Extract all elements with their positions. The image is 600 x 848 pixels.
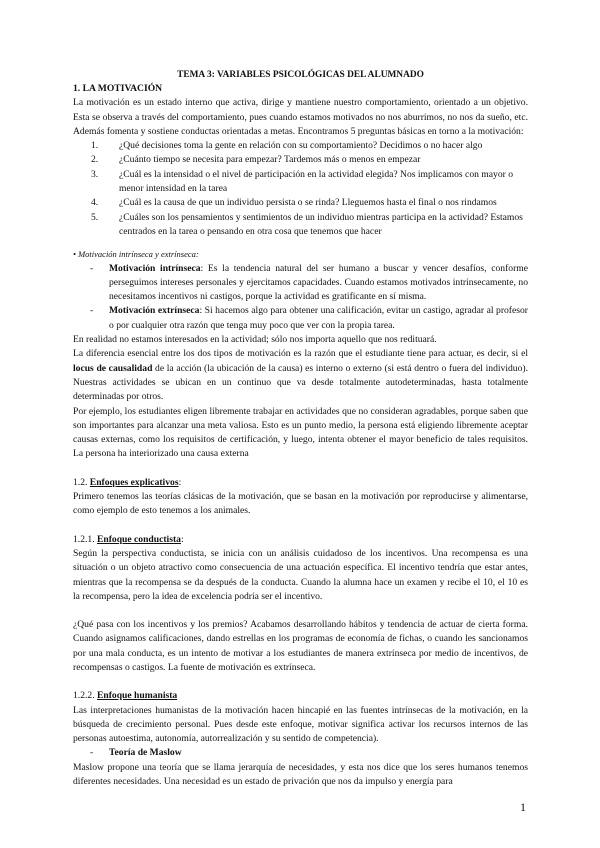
list-item-text: ¿Cuál es la causa de que un individuo persista o se rinda? Lleguemos hasta el final o nos rindamos [119,197,497,209]
enfoques-paragraph: Primero tenemos las teorías clásicas de la motivación, que se basan en la motivación por reproducirse y alimentarse, como ejemplo de esto tenemos a los animales. [73,491,528,517]
heading-enfoque-conductista: 1.2.1. Enfoque conductista: [73,533,184,545]
list-item [73,168,528,197]
list-item [73,196,528,210]
intrinsic-item: - Motivación intrínseca: Es la tendencia natural del ser humano a buscar y vencer desafíos, conforme perseguimos intereses personales y ejercitamos capacidades. Cuando estamos motivados intrínsecamente, no necesitamos incentivos ni castigos, porque la actividad es gratificante en sí misma. [90,262,528,303]
document-title: TEMA 3: VARIABLES PSICOLÓGICAS DEL ALUMNADO [177,70,424,80]
maslow-item: - Teoría de Maslow [90,747,182,759]
list-item-text: ¿Cuáles son los pensamientos y sentimientos de un individuo mientras participa en la actividad? Estamos centrados en la tarea o pensando en otra cosa que tenemos que hacer [119,211,523,237]
document-page [73,68,528,789]
difference-paragraph: La diferencia esencial entre los dos tipos de motivación es la razón que el estudiante tiene para actuar, es decir, si el locus de causalidad de la acción (la ubicación de la causa) es interno o externo (si está dentro o fuera del individuo). Nuestras actividades se ubican en un continuo que va desde totalmente autodeterminadas, hasta totalmente determinadas por otros. [73,348,528,403]
extrinsic-item: - Motivación extrínseca: Si hacemos algo para obtener una calificación, evitar un castigo, agradar al profesor o por cualquier otra razón que tenga muy poco que ver con la propia tarea. [90,305,528,331]
section-heading-motivacion: 1. LA MOTIVACIÓN [73,83,163,94]
list-item-text: ¿Qué decisiones toma la gente en relación con su comportamiento? Decidimos o no hacer algo [119,140,483,152]
intrinsic-text: : Es la tendencia natural del ser humano a buscar y vencer desafíos, conforme perseguimos intereses personales y ejercitamos capacidades. Cuando estamos motivados intrínsecamente, no necesitamos incentivos ni castigos, porque la actividad es gratificante en sí misma. [109,262,528,303]
questions-list [73,139,528,239]
list-item [73,211,528,240]
list-item [73,139,528,153]
list-number: 5. [91,211,99,223]
heading-enfoque-humanista: 1.2.2. Enfoque humanista [73,690,178,702]
list-number: 3. [91,168,99,180]
maslow-paragraph: Maslow propone una teoría que se llama jerarquía de necesidades, y esta nos dice que los seres humanos tenemos diferentes necesidades. Una necesidad es un estado de privación que nos da impulso y energía para [73,761,528,788]
list-item [73,153,528,167]
motivation-types-heading: • Motivación intrínseca y extrínseca: [73,249,199,260]
list-item-text: ¿Cuánto tiempo se necesita para empezar? Tardemos más o menos en empezar [119,154,421,166]
incentivos-paragraph: ¿Qué pasa con los incentivos y los premios? Acabamos desarrollando hábitos y tendencia de actuar de cierta forma. Cuando asignamos calificaciones, dando estrellas en los programas de economía de fichas, o cuando les sancionamos por una mala conducta, es un intento de motivar a los estudiantes de manera extrínseca por medio de incentivos, de recompensas o castigos. La fuente de motivación es extrínseca. [73,619,528,673]
maslow-term: Teoría de Maslow [109,747,182,759]
reality-paragraph: En realidad no estamos interesados en la actividad; sólo nos importa aquello que nos redituará. [73,334,437,346]
humanista-paragraph: Las interpretaciones humanistas de la motivación hacen hincapié en las fuentes intrínsecas de la motivación, en la búsqueda de crecimiento personal. Pues desde este enfoque, motivar significa activar los recursos internos de las personas autoestima, autonomía, autorrealización y su sentido de competencia). [73,704,528,745]
conductista-paragraph: Según la perspectiva conductista, se inicia con un análisis cuidadoso de los incentivos. Una recompensa es una situación o un objeto atractivo como consecuencia de una actuación específica. El incentivo tendría que estar antes, mientras que la recompensa se da después de la conducta. Cuando la alumna hace un examen y recibe el 10, el 10 es la recompensa, pero la idea de excelencia podría ser el incentivo. [73,547,528,602]
extrinsic-text: : Si hacemos algo para obtener una calificación, evitar un castigo, agradar al profesor o por cualquier otra razón que tenga muy poco que ver con la propia tarea. [109,305,528,331]
page-number: 1 [520,800,526,814]
intro-paragraph: La motivación es un estado interno que activa, dirige y mantiene nuestro comportamiento, orientado a un objetivo. Esta se observa a través del comportamiento, pues cuando estamos motivados no nos aburrimos, no nos da sueño, etc. Además fomenta y sostiene conductas orientadas a metas. Encontramos 5 preguntas básicas en torno a la motivación: [73,97,528,137]
list-item-text: ¿Cuál es la intensidad o el nivel de participación en la actividad elegida? Nos implicamos con mayor o menor intensidad en la tarea [119,168,514,195]
list-number: 1. [91,140,99,152]
locus-term: locus de causalidad [73,362,153,374]
heading-enfoques-explicativos: 1.2. Enfoques explicativos: [73,476,182,488]
example-paragraph: Por ejemplo, los estudiantes eligen libremente trabajar en actividades que no consideran agradables, porque saben que son importantes para alcanzar una meta valiosa. Esto es un punto medio, la persona está eligiendo libremente aceptar causas externas, como los requisitos de certificación, y luego, intenta obtener el mayor beneficio de tales requisitos. La persona ha interiorizado una causa externa [73,405,528,460]
intrinsic-term: Motivación intrínseca [109,262,201,274]
extrinsic-term: Motivación extrínseca [109,305,200,317]
list-number: 2. [91,154,99,166]
list-number: 4. [91,197,99,209]
